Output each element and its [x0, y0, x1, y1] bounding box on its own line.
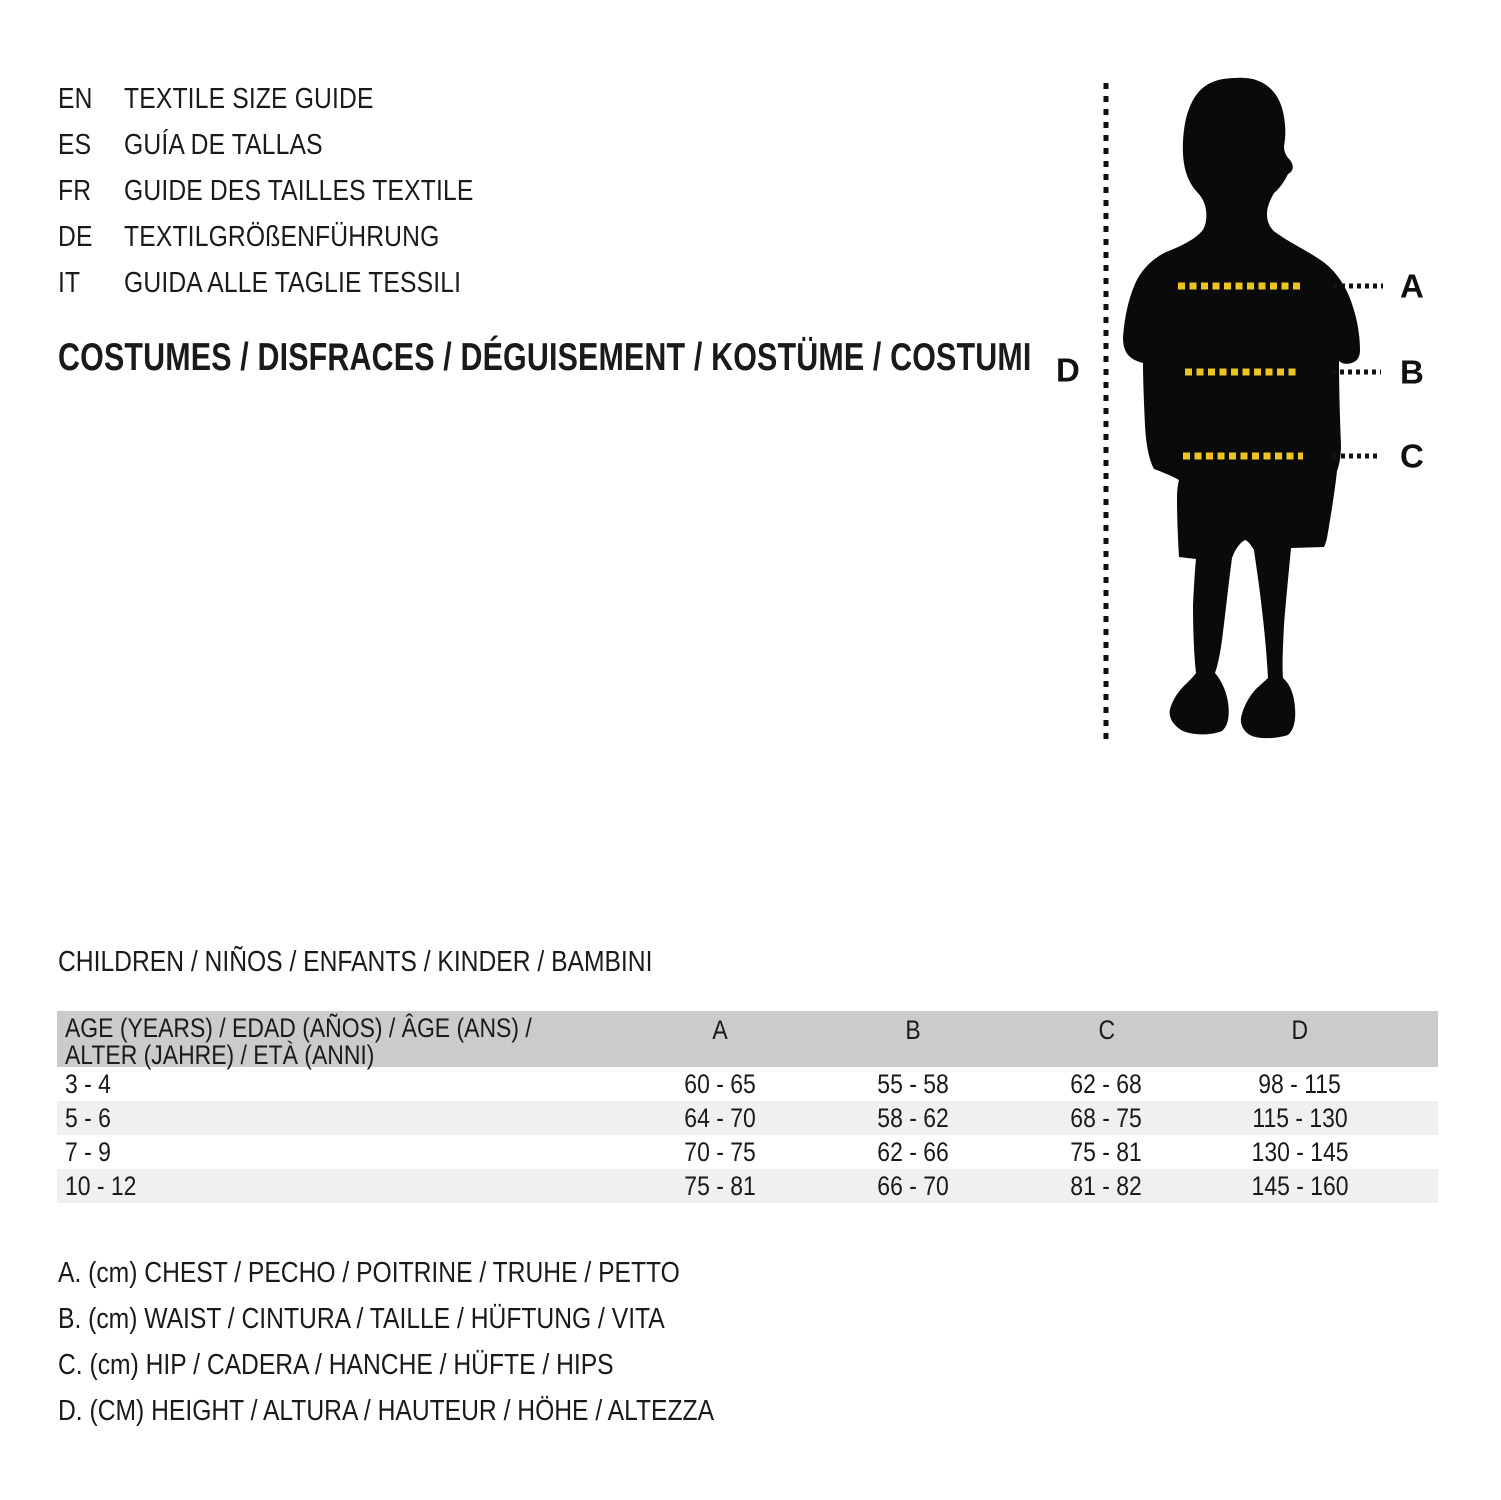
lang-row-es	[58, 122, 535, 168]
cell-d: 130 - 145	[1251, 1136, 1349, 1167]
language-list	[58, 76, 535, 306]
category-title: COSTUMES / DISFRACES / DÉGUISEMENT / KOSTÜME / COSTUMI	[58, 336, 1032, 379]
lang-label-en: TEXTILE SIZE GUIDE	[124, 82, 374, 115]
cell-b: 66 - 70	[877, 1170, 949, 1201]
measurement-legend	[58, 1250, 830, 1434]
header-age-column: AGE (YEARS) / EDAD (AÑOS) / ÂGE (ANS) / ALTER (JAHRE) / ETÀ (ANNI)	[65, 1013, 532, 1070]
cell-c: 68 - 75	[1070, 1102, 1143, 1133]
lang-code-de: DE	[58, 220, 93, 253]
lang-label-es: GUÍA DE TALLAS	[124, 128, 323, 161]
lang-label-fr: GUIDE DES TAILLES TEXTILE	[124, 174, 474, 207]
cell-a: 60 - 65	[684, 1068, 756, 1099]
lang-code-es: ES	[58, 128, 92, 161]
children-section-title: CHILDREN / NIÑOS / ENFANTS / KINDER / BAMBINI	[58, 946, 653, 978]
lang-row-de	[58, 214, 535, 260]
header-col-d: D	[1291, 1015, 1309, 1045]
size-table-body	[57, 1067, 1438, 1203]
table-row	[57, 1101, 1438, 1135]
lang-row-fr	[58, 168, 535, 214]
legend-line-chest: A. (cm) CHEST / PECHO / POITRINE / TRUHE / PETTO	[58, 1256, 680, 1289]
table-row	[57, 1135, 1438, 1169]
cell-c: 62 - 68	[1070, 1068, 1143, 1099]
cell-b: 58 - 62	[877, 1102, 949, 1133]
lang-row-it	[58, 260, 535, 306]
child-silhouette	[1123, 78, 1360, 738]
header-col-c: C	[1098, 1015, 1115, 1045]
size-table	[57, 1011, 1438, 1203]
marker-label-d: D	[1056, 351, 1080, 389]
cell-age: 10 - 12	[65, 1170, 137, 1201]
child-measurement-figure	[1040, 60, 1440, 760]
cell-a: 75 - 81	[684, 1170, 756, 1201]
cell-d: 145 - 160	[1251, 1170, 1349, 1201]
lang-code-it: IT	[58, 266, 81, 299]
cell-c: 81 - 82	[1070, 1170, 1143, 1201]
lang-label-it: GUIDA ALLE TAGLIE TESSILI	[124, 266, 462, 299]
cell-d: 98 - 115	[1258, 1068, 1342, 1099]
marker-label-c: C	[1400, 437, 1424, 475]
lang-code-en: EN	[58, 82, 93, 115]
cell-b: 55 - 58	[877, 1068, 949, 1099]
cell-d: 115 - 130	[1252, 1102, 1348, 1133]
lang-code-fr: FR	[58, 174, 92, 207]
legend-line-height: D. (CM) HEIGHT / ALTURA / HAUTEUR / HÖHE / ALTEZZA	[58, 1394, 715, 1427]
cell-age: 5 - 6	[65, 1102, 111, 1133]
lang-row-en	[58, 76, 535, 122]
legend-line-hip: C. (cm) HIP / CADERA / HANCHE / HÜFTE / HIPS	[58, 1348, 614, 1381]
table-row	[57, 1169, 1438, 1203]
legend-line-waist: B. (cm) WAIST / CINTURA / TAILLE / HÜFTUNG / VITA	[58, 1302, 665, 1335]
size-table-header	[57, 1011, 1438, 1070]
cell-a: 64 - 70	[684, 1102, 756, 1133]
cell-age: 7 - 9	[65, 1136, 111, 1167]
table-row	[57, 1067, 1438, 1101]
header-col-a: A	[712, 1015, 728, 1045]
cell-c: 75 - 81	[1070, 1136, 1143, 1167]
lang-label-de: TEXTILGRÖßENFÜHRUNG	[124, 220, 440, 253]
marker-label-b: B	[1400, 353, 1424, 391]
header-col-b: B	[905, 1015, 921, 1045]
marker-label-a: A	[1400, 267, 1424, 305]
cell-a: 70 - 75	[684, 1136, 756, 1167]
cell-age: 3 - 4	[65, 1068, 111, 1099]
cell-b: 62 - 66	[877, 1136, 949, 1167]
